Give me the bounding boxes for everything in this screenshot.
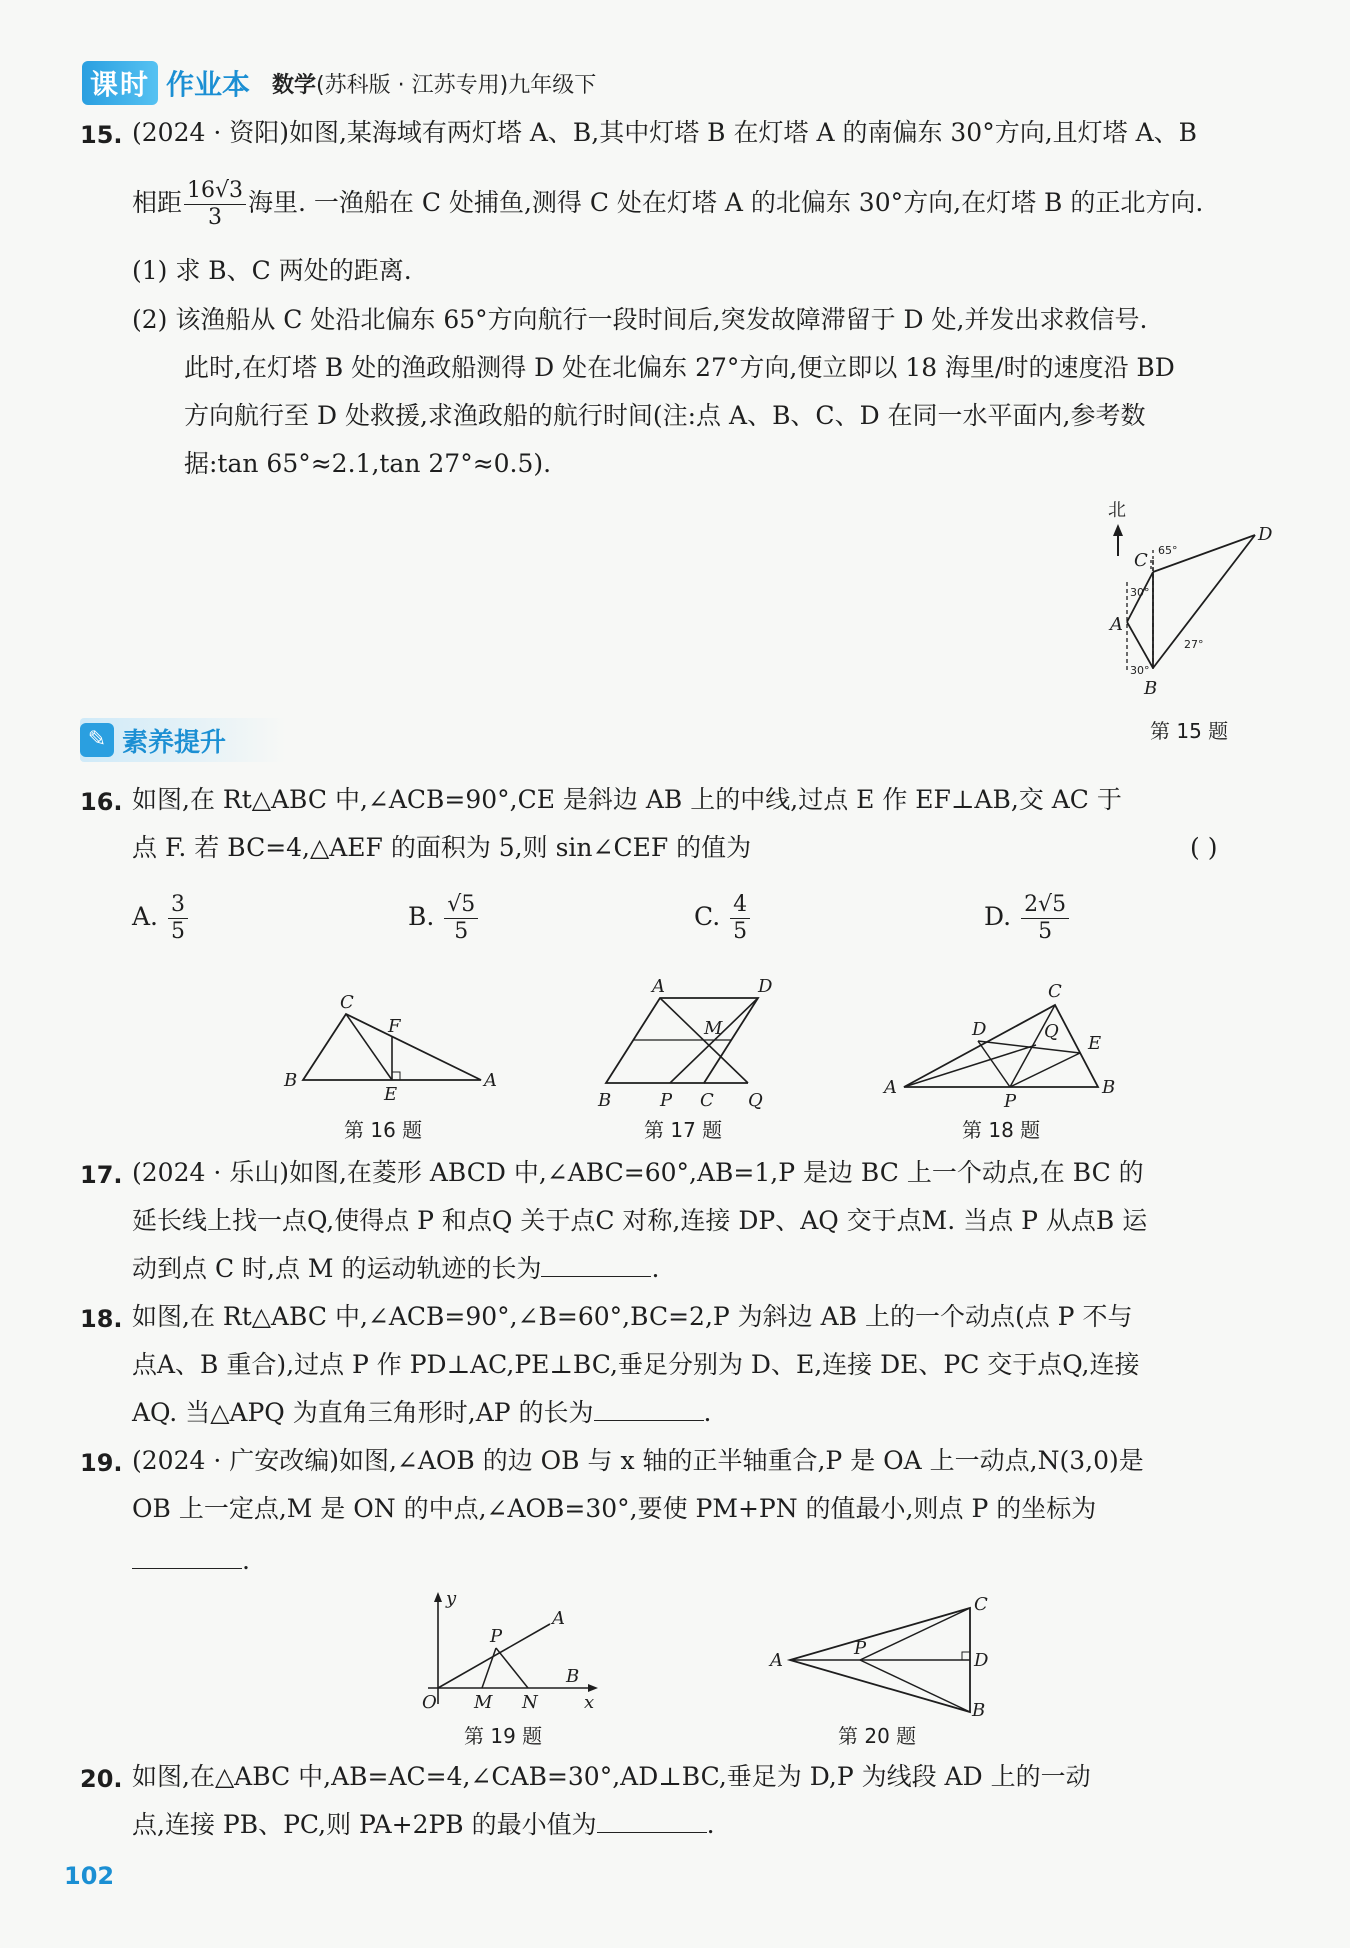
f20-label-B: B [972, 1700, 986, 1718]
north-arrow-head-icon [1113, 524, 1123, 536]
q16-option-a[interactable] [132, 892, 190, 945]
option-a-den: 5 [170, 919, 185, 944]
q17-text: 动到点 C 时,点 M 的运动轨迹的长为 [132, 1254, 542, 1283]
q15-frac-num: 16√3 [184, 178, 246, 205]
option-a-label: A. [132, 902, 159, 931]
figure-17-caption: 第 17 题 [644, 1118, 723, 1142]
pencil-icon: ✎ [80, 723, 114, 757]
option-d-label: D. [984, 902, 1012, 931]
f18-label-B: B [1102, 1077, 1116, 1098]
q19-line-2: OB 上一定点,M 是 ON 的中点,∠AOB=30°,要使 PM+PN 的值最小,则点 P 的坐标为 [132, 1494, 1097, 1523]
q18-number: 18. [80, 1305, 123, 1333]
q19-end: . [242, 1546, 250, 1575]
option-b-label: B. [408, 902, 435, 931]
q15-frac-den: 3 [208, 205, 223, 230]
q16-option-c[interactable] [694, 892, 752, 945]
subject-name: 数学 [272, 72, 317, 98]
f19-label-x: x [584, 1692, 595, 1713]
f19-label-O: O [422, 1692, 437, 1713]
q19-number: 19. [80, 1449, 123, 1477]
q20-answer-blank[interactable] [597, 1808, 707, 1833]
f19-label-M: M [474, 1692, 493, 1713]
option-d-fraction [1021, 892, 1069, 945]
q15-text-b: 海里. 一渔船在 C 处捕鱼,测得 C 处在灯塔 A 的北偏东 30°方向,在灯塔 B 的正北方向. [248, 188, 1204, 217]
figure-19 [410, 1588, 610, 1716]
q17-line-1: (2024 · 乐山)如图,在菱形 ABCD 中,∠ABC=60°,AB=1,P 是边 BC 上一个动点,在 BC 的 [132, 1158, 1144, 1187]
q16-line-1: 如图,在 Rt△ABC 中,∠ACB=90°,CE 是斜边 AB 上的中线,过点 E 作 EF⊥AB,交 AC 于 [132, 785, 1122, 814]
q15-part-2-line-3: 方向航行至 D 处救援,求渔政船的航行时间(注:点 A、B、C、D 在同一水平面内,参考数 [184, 401, 1146, 430]
option-c-num: 4 [730, 892, 750, 919]
f19-label-N: N [522, 1692, 538, 1713]
option-b-fraction [444, 892, 478, 945]
q17-line-3 [132, 1252, 659, 1286]
f19-label-P: P [490, 1626, 503, 1647]
option-a-fraction [168, 892, 188, 945]
segment-CE [346, 1014, 392, 1080]
label-D: D [1258, 524, 1273, 545]
page-number: 102 [64, 1862, 115, 1890]
f18-label-C: C [1048, 981, 1062, 1002]
q19-line-3 [132, 1544, 250, 1578]
angle-27-label: 27° [1184, 638, 1204, 651]
q18-line-2: 点A、B 重合),过点 P 作 PD⊥AC,PE⊥BC,垂足分别为 D、E,连接 DE、PC 交于点Q,连接 [132, 1350, 1140, 1379]
q15-line-2 [132, 178, 1203, 231]
q17-answer-blank[interactable] [541, 1252, 651, 1277]
segment-PB [860, 1660, 970, 1712]
f16-label-E: E [384, 1084, 398, 1102]
f18-label-A: A [884, 1077, 897, 1098]
segment-PC [860, 1608, 970, 1660]
right-angle-mark [392, 1072, 400, 1080]
q17-number: 17. [80, 1161, 123, 1189]
q15-part-1: (1) 求 B、C 两处的距离. [132, 256, 412, 285]
f16-label-B: B [284, 1070, 298, 1091]
series-title: 作业本 [166, 68, 251, 101]
q15-line-1: (2024 · 资阳)如图,某海域有两灯塔 A、B,其中灯塔 B 在灯塔 A 的南偏东 30°方向,且灯塔 A、B [132, 118, 1198, 147]
section-header [80, 718, 286, 762]
f17-label-P: P [660, 1090, 673, 1111]
q17-end: . [651, 1254, 660, 1283]
q20-line-1: 如图,在△ABC 中,AB=AC=4,∠CAB=30°,AD⊥BC,垂足为 D,P 为线段 AD 上的一动 [132, 1762, 1091, 1791]
series-logo: 课时 [82, 61, 158, 105]
q19-line-1: (2024 · 广安改编)如图,∠AOB 的边 OB 与 x 轴的正半轴重合,P 是 OA 上一动点,N(3,0)是 [132, 1446, 1144, 1475]
f17-label-C: C [700, 1090, 714, 1111]
q20-number: 20. [80, 1765, 123, 1793]
f19-label-A: A [552, 1608, 565, 1629]
q15-part-2-line-1: (2) 该渔船从 C 处沿北偏东 65°方向航行一段时间后,突发故障滞留于 D 处,并发出求救信号. [132, 305, 1148, 334]
q18-text: AQ. 当△APQ 为直角三角形时,AP 的长为 [132, 1398, 594, 1427]
q18-answer-blank[interactable] [594, 1396, 704, 1421]
north-label: 北 [1108, 500, 1126, 521]
segment-PE [1010, 1053, 1080, 1087]
figure-20-caption: 第 20 题 [838, 1724, 917, 1748]
option-b-num: √5 [444, 892, 478, 919]
q15-text-a: 相距 [132, 188, 183, 217]
f19-label-y: y [446, 1588, 457, 1609]
f17-label-A: A [652, 976, 665, 997]
angle-30-top-label: 30° [1130, 586, 1150, 599]
segment-AB [1127, 622, 1153, 668]
q15-part-2-line-4: 据:tan 65°≈2.1,tan 27°≈0.5). [184, 449, 552, 478]
f17-label-B: B [598, 1090, 612, 1111]
q19-answer-blank[interactable] [132, 1544, 242, 1569]
option-b-den: 5 [454, 919, 469, 944]
q16-number: 16. [80, 788, 123, 816]
f17-label-M: M [704, 1018, 723, 1039]
right-angle-mark [962, 1652, 970, 1660]
f18-label-E: E [1088, 1033, 1102, 1054]
f18-label-Q: Q [1044, 1021, 1059, 1042]
figure-18 [880, 975, 1125, 1115]
segment-PN [496, 1648, 528, 1688]
f19-label-B: B [566, 1666, 580, 1687]
q20-end: . [706, 1810, 715, 1839]
option-a-num: 3 [168, 892, 188, 919]
f17-label-Q: Q [748, 1090, 763, 1111]
header [82, 62, 596, 104]
figure-16-caption: 第 16 题 [344, 1118, 423, 1142]
label-C: C [1134, 550, 1148, 571]
figure-19-caption: 第 19 题 [464, 1724, 543, 1748]
y-axis-arrow-icon [434, 1592, 442, 1602]
q18-end: . [703, 1398, 712, 1427]
f18-label-P: P [1004, 1091, 1017, 1112]
figure-18-caption: 第 18 题 [962, 1118, 1041, 1142]
f20-label-A: A [770, 1650, 783, 1671]
segment-PD [978, 1041, 1010, 1087]
q18-line-3 [132, 1396, 711, 1430]
f16-label-C: C [340, 992, 354, 1013]
f17-label-D: D [758, 976, 773, 997]
q16-line-2: 点 F. 若 BC=4,△AEF 的面积为 5,则 sin∠CEF 的值为 [132, 833, 752, 862]
q15-part-2-line-2: 此时,在灯塔 B 处的渔政船测得 D 处在北偏东 27°方向,便立即以 18 海里/时的速度沿 BD [184, 353, 1175, 382]
x-axis-arrow-icon [588, 1684, 598, 1692]
q16-answer-paren: ( ) [1190, 833, 1218, 862]
f20-label-C: C [974, 1594, 988, 1615]
edition-label: (苏科版 · 江苏专用)九年级下 [316, 72, 597, 98]
option-c-den: 5 [733, 919, 748, 944]
q15-fraction [184, 178, 246, 231]
option-c-fraction [730, 892, 750, 945]
f20-label-D: D [974, 1650, 989, 1671]
q20-line-2 [132, 1808, 715, 1842]
q15-number: 15. [80, 121, 123, 149]
q17-line-2: 延长线上找一点Q,使得点 P 和点Q 关于点C 对称,连接 DP、AQ 交于点M. 当点 P 从点B 运 [132, 1206, 1148, 1235]
figure-15-caption: 第 15 题 [1150, 719, 1229, 743]
segment-PM [482, 1648, 496, 1688]
section-title: 素养提升 [122, 727, 227, 758]
subject-label [272, 68, 596, 99]
f20-label-P: P [854, 1638, 867, 1659]
label-B: B [1144, 678, 1158, 699]
q18-line-1: 如图,在 Rt△ABC 中,∠ACB=90°,∠B=60°,BC=2,P 为斜边 AB 上的一个动点(点 P 不与 [132, 1302, 1133, 1331]
f16-label-F: F [388, 1016, 401, 1037]
angle-30-bottom-label: 30° [1130, 664, 1150, 677]
figure-17 [590, 970, 780, 1115]
figure-15 [1080, 490, 1280, 715]
q16-option-d[interactable] [984, 892, 1071, 945]
option-d-den: 5 [1038, 919, 1053, 944]
angle-65-label: 65° [1158, 544, 1178, 557]
label-A: A [1110, 614, 1123, 635]
option-c-label: C. [694, 902, 721, 931]
f18-label-D: D [972, 1019, 987, 1040]
figure-16 [278, 990, 498, 1102]
q20-text: 点,连接 PB、PC,则 PA+2PB 的最小值为 [132, 1810, 597, 1839]
figure-20 [760, 1590, 1010, 1718]
f16-label-A: A [484, 1070, 497, 1091]
option-d-num: 2√5 [1021, 892, 1069, 919]
q16-option-b[interactable] [408, 892, 480, 945]
